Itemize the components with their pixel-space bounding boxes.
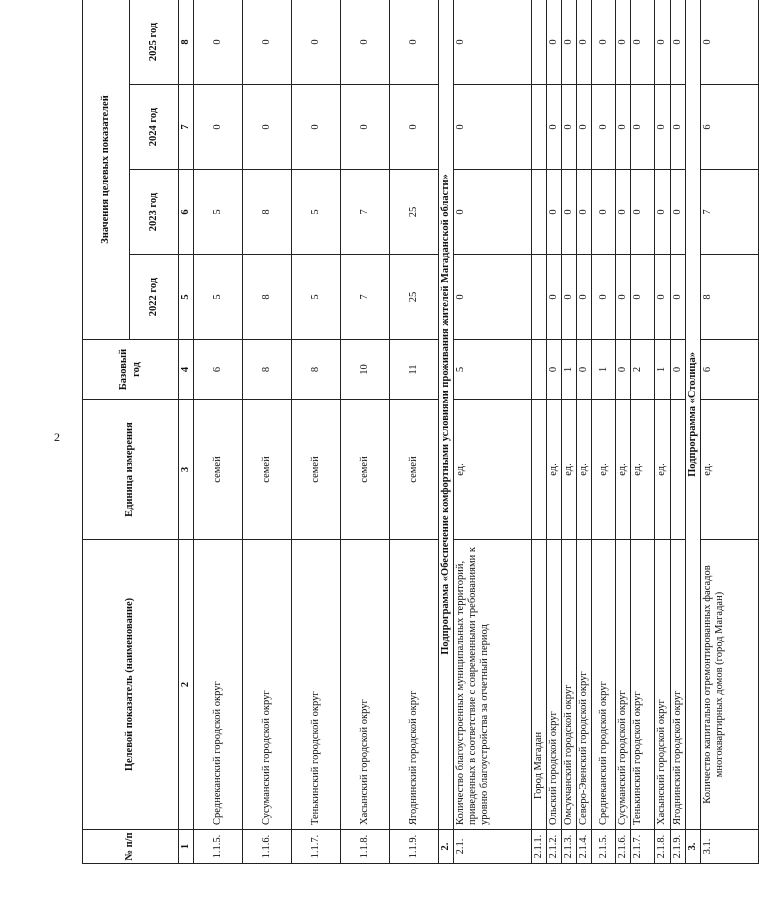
row-value-2022: 0: [547, 255, 562, 340]
row-value-2023: 0: [670, 170, 685, 255]
row-num: 2.1.6.: [616, 830, 631, 864]
table-row: [292, 0, 341, 864]
row-num: 1.1.5.: [194, 830, 243, 864]
row-base: 0: [670, 340, 685, 400]
table-row: [547, 0, 562, 864]
row-base: 8: [243, 340, 292, 400]
row-value-2024: 0: [616, 85, 631, 170]
row-num: 2.1.4.: [577, 830, 592, 864]
header-year: 2024 год: [130, 85, 179, 170]
table-row: [592, 0, 616, 864]
row-value-2024: 0: [670, 85, 685, 170]
column-number: 2: [179, 540, 194, 830]
row-num: 1.1.7.: [292, 830, 341, 864]
row-base: 0: [616, 340, 631, 400]
row-value-2025: 0: [631, 0, 655, 85]
table-row: [243, 0, 292, 864]
row-value-2023: 8: [243, 170, 292, 255]
row-base: 2: [631, 340, 655, 400]
row-value-2022: 8: [700, 255, 758, 340]
target-indicators-table: [82, 0, 759, 864]
section-row: [439, 0, 454, 864]
row-value-2025: 0: [577, 0, 592, 85]
row-value-2022: 5: [194, 255, 243, 340]
row-value-2022: 25: [390, 255, 439, 340]
row-value-2023: 0: [592, 170, 616, 255]
row-value-2025: 0: [243, 0, 292, 85]
row-value-2024: 0: [454, 85, 532, 170]
row-value-2023: 7: [341, 170, 390, 255]
row-name: Сусуманский городской округ: [243, 540, 292, 830]
table-row: [390, 0, 439, 864]
row-num: 2.1.8.: [655, 830, 670, 864]
row-name: Ягоднинский городской округ: [670, 540, 685, 830]
row-name: Сусуманский городской округ: [616, 540, 631, 830]
row-value-2022: 0: [592, 255, 616, 340]
row-num: 3.1.: [700, 830, 758, 864]
row-value-2023: 0: [454, 170, 532, 255]
row-value-2025: 0: [616, 0, 631, 85]
row-value-2025: 0: [454, 0, 532, 85]
row-num: 2.1.7.: [631, 830, 655, 864]
row-value-2023: 0: [547, 170, 562, 255]
row-name: Ольский городской округ: [547, 540, 562, 830]
table-row: [655, 0, 670, 864]
row-value-2023: 0: [655, 170, 670, 255]
row-value-2025: 0: [292, 0, 341, 85]
row-value-2024: 0: [631, 85, 655, 170]
row-name: Количество благоустроенных муниципальных территорий, приведенных в соответствие с современными требованиями к уровню благоустройства за отчетный период: [454, 540, 532, 830]
row-value-2022: 0: [562, 255, 577, 340]
column-number: 3: [179, 400, 194, 540]
row-value-2022: [532, 255, 547, 340]
row-unit: ед.: [454, 400, 532, 540]
row-value-2024: 0: [577, 85, 592, 170]
row-value-2023: 25: [390, 170, 439, 255]
row-unit: ед.: [562, 400, 577, 540]
row-name: Ягоднинский городской округ: [390, 540, 439, 830]
row-base: 10: [341, 340, 390, 400]
row-value-2022: 0: [454, 255, 532, 340]
row-value-2024: 0: [562, 85, 577, 170]
row-unit: семей: [341, 400, 390, 540]
row-value-2022: 0: [616, 255, 631, 340]
header-year: 2023 год: [130, 170, 179, 255]
row-base: 8: [292, 340, 341, 400]
row-base: 6: [700, 340, 758, 400]
row-value-2025: 0: [194, 0, 243, 85]
row-name: Тенькинский городской округ: [631, 540, 655, 830]
row-unit: семей: [194, 400, 243, 540]
row-unit: ед.: [616, 400, 631, 540]
row-value-2023: 5: [292, 170, 341, 255]
row-value-2024: 0: [292, 85, 341, 170]
row-base: 6: [194, 340, 243, 400]
row-base: 1: [655, 340, 670, 400]
table-row: [631, 0, 655, 864]
table-row: [194, 0, 243, 864]
row-value-2024: 0: [390, 85, 439, 170]
row-unit: ед.: [592, 400, 616, 540]
row-num: 2.1.3.: [562, 830, 577, 864]
row-num: 1.1.6.: [243, 830, 292, 864]
row-base: 1: [592, 340, 616, 400]
row-value-2023: 5: [194, 170, 243, 255]
row-value-2024: 0: [243, 85, 292, 170]
row-value-2022: 8: [243, 255, 292, 340]
row-value-2022: 0: [577, 255, 592, 340]
table-row: [341, 0, 390, 864]
row-value-2025: 0: [341, 0, 390, 85]
header-values-group: Значения целевых показателей: [83, 0, 130, 340]
row-value-2023: 0: [631, 170, 655, 255]
row-unit: семей: [243, 400, 292, 540]
row-base: [532, 340, 547, 400]
column-number: 4: [179, 340, 194, 400]
row-name: Тенькинский городской округ: [292, 540, 341, 830]
row-num: 2.1.5.: [592, 830, 616, 864]
row-name: Хасынский городской округ: [341, 540, 390, 830]
row-value-2025: 0: [562, 0, 577, 85]
header-unit: Единица измерения: [83, 400, 179, 540]
table-row: [700, 0, 758, 864]
row-value-2023: [532, 170, 547, 255]
table-row: [532, 0, 547, 864]
row-num: 2.1.1.: [532, 830, 547, 864]
column-number: 7: [179, 85, 194, 170]
row-base: 11: [390, 340, 439, 400]
row-unit: [532, 400, 547, 540]
row-value-2022: 0: [670, 255, 685, 340]
header-year: 2022 год: [130, 255, 179, 340]
row-name: Среднеканский городской округ: [194, 540, 243, 830]
row-name: Количество капитально отремонтированных фасадов многоквартирных домов (город Магадан): [700, 540, 758, 830]
row-value-2022: 5: [292, 255, 341, 340]
row-num: 2.1.9.: [670, 830, 685, 864]
table-row: [670, 0, 685, 864]
column-number: 5: [179, 255, 194, 340]
row-unit: семей: [390, 400, 439, 540]
row-num: 2.1.: [454, 830, 532, 864]
row-unit: ед.: [547, 400, 562, 540]
row-base: 0: [547, 340, 562, 400]
header-num: № п/п: [83, 830, 179, 864]
row-name: Среднеканский городской округ: [592, 540, 616, 830]
row-value-2023: 7: [700, 170, 758, 255]
row-value-2025: 0: [700, 0, 758, 85]
row-num: 1.1.8.: [341, 830, 390, 864]
row-value-2023: 0: [562, 170, 577, 255]
row-value-2025: 0: [390, 0, 439, 85]
row-base: 1: [562, 340, 577, 400]
row-name: Город Магадан: [532, 540, 547, 830]
header-year: 2025 год: [130, 0, 179, 85]
row-value-2023: 0: [577, 170, 592, 255]
column-number: 1: [179, 830, 194, 864]
header-base-year: Базовый год: [83, 340, 179, 400]
row-value-2024: 0: [194, 85, 243, 170]
rotated-page: [82, 0, 725, 864]
row-value-2024: 0: [655, 85, 670, 170]
section-title: Подпрограмма «Столица»: [685, 0, 700, 830]
row-base: 5: [454, 340, 532, 400]
header-name: Целевой показатель (наименование): [83, 540, 179, 830]
row-num: 2.1.2.: [547, 830, 562, 864]
row-unit: ед.: [655, 400, 670, 540]
row-unit: ед.: [700, 400, 758, 540]
table-row: [562, 0, 577, 864]
row-value-2025: 0: [592, 0, 616, 85]
column-number: 8: [179, 0, 194, 85]
row-name: Северо-Эвенский городской округ: [577, 540, 592, 830]
section-title: Подпрограмма «Обеспечение комфортными условиями проживания жителей Магаданской области»: [439, 0, 454, 830]
row-num: 1.1.9.: [390, 830, 439, 864]
row-value-2022: 7: [341, 255, 390, 340]
column-numbers-row: [179, 0, 194, 864]
row-name: Хасынский городской округ: [655, 540, 670, 830]
section-num: 3.: [685, 830, 700, 864]
row-unit: ед.: [631, 400, 655, 540]
row-value-2025: 0: [547, 0, 562, 85]
row-value-2022: 0: [655, 255, 670, 340]
row-value-2024: 6: [700, 85, 758, 170]
page-number: 2: [54, 430, 60, 444]
row-value-2025: 0: [670, 0, 685, 85]
row-unit: ед.: [577, 400, 592, 540]
row-base: 0: [577, 340, 592, 400]
row-value-2025: 0: [655, 0, 670, 85]
column-number: 6: [179, 170, 194, 255]
row-value-2024: 0: [547, 85, 562, 170]
table-row: [616, 0, 631, 864]
row-unit: [670, 400, 685, 540]
row-value-2023: 0: [616, 170, 631, 255]
row-value-2025: [532, 0, 547, 85]
row-value-2022: 0: [631, 255, 655, 340]
table-row: [454, 0, 532, 864]
row-unit: семей: [292, 400, 341, 540]
section-row: [685, 0, 700, 864]
row-name: Омсукчанский городской округ: [562, 540, 577, 830]
row-value-2024: 0: [341, 85, 390, 170]
row-value-2024: [532, 85, 547, 170]
section-num: 2.: [439, 830, 454, 864]
table-row: [577, 0, 592, 864]
row-value-2024: 0: [592, 85, 616, 170]
